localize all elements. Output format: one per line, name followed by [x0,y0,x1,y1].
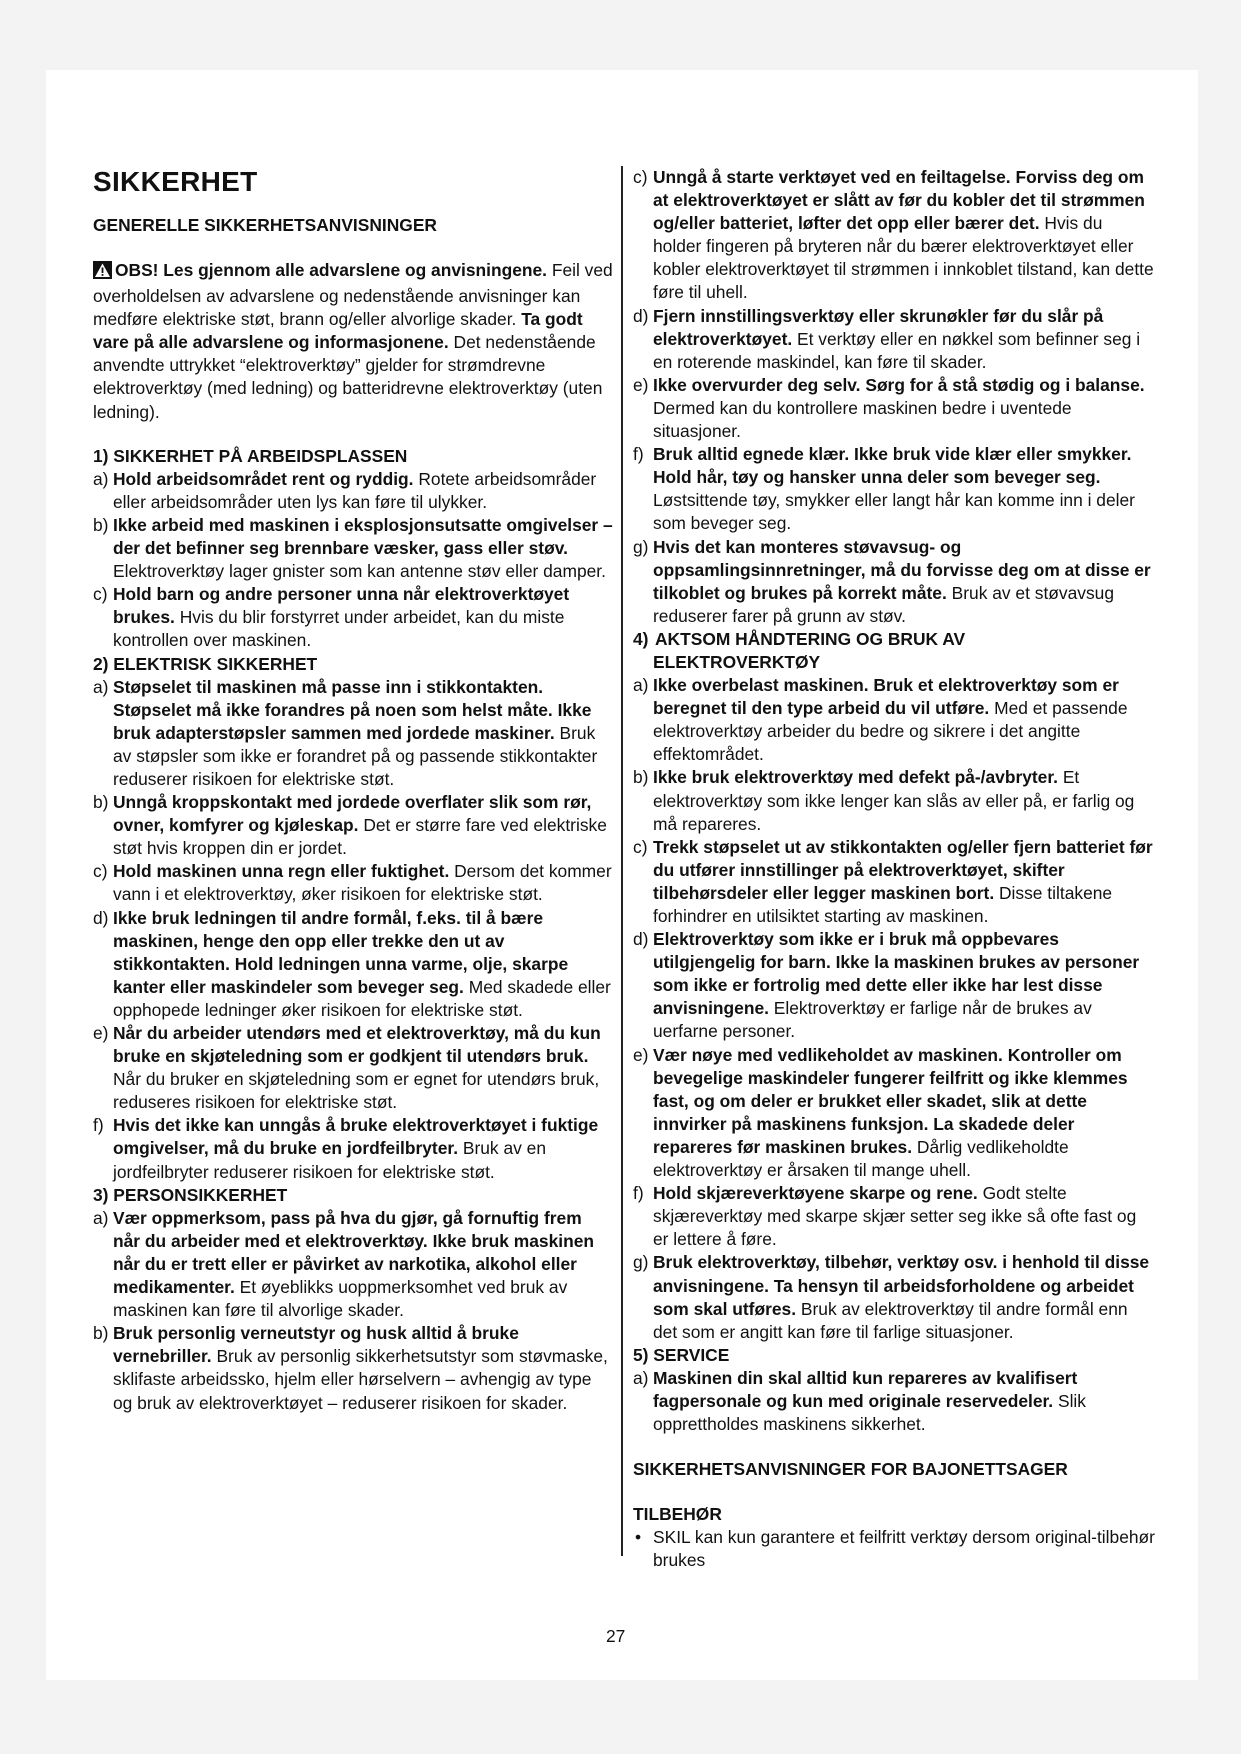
intro-text-2: Det nedenstående anvendte uttrykket “elektroverktøy” gjelder for strømdrevne elektroverktøy (med ledning) og batteridrevne elektroverktøy (uten ledning). [93,332,603,422]
accessory-text: SKIL kan kun garantere et feilfritt verktøy dersom original-tilbehør brukes [653,1527,1155,1571]
item-label: d) [633,929,649,950]
item-text: Rotete arbeidsområder eller arbeidsområder uten lys kan føre til ulykker. [113,468,597,512]
item-text: Hvis du holder fingeren på bryteren når du bærer elektroverktøyet eller kobler elektroverktøyet til strømmen i innkoblet tilstand, kan dette føre til uhell. [653,213,1154,303]
intro-bold-2: Ta godt vare på alle advarslene og informasjonene. [93,309,583,353]
item-bold: Bruk personlig verneutstyr og husk alltid å bruke vernebriller. [113,1323,519,1367]
list-item [633,1251,1155,1343]
item-label: d) [93,907,109,928]
list-item [633,305,1155,374]
item-text: Slik opprettholdes maskinens sikkerhet. [653,1390,1086,1435]
section-title-line1: AKTSOM HÅNDTERING OG BRUK AV [655,628,966,649]
list-item [93,676,613,791]
item-bold: Maskinen din skal alltid kun repareres av kvalifisert fagpersonale og kun med originale reservedeler. [653,1367,1078,1411]
section-title-line2: ELEKTROVERKTØY [653,651,821,672]
item-label: a) [633,1367,649,1388]
item-label: b) [93,1323,109,1344]
item-label: a) [633,675,649,696]
bullet-icon: • [635,1527,642,1548]
item-bold: Hold arbeidsområdet rent og ryddig. [113,468,414,489]
section-title-service: 5) SERVICE [633,1344,730,1365]
list-item [93,1022,613,1114]
item-label: g) [633,536,649,557]
general-safety-heading: GENERELLE SIKKERHETSANVISNINGER [93,215,437,235]
list-item [93,791,613,860]
list-item [633,166,1155,305]
item-text: Bruk av personlig sikkerhetsutstyr som støvmaske, sklifaste arbeidssko, hjelm eller hørselvern – avhengig av type og bruk av elektroverktøyet – reduserer risikoen for skader. [113,1346,608,1413]
item-bold: Ikke bruk elektroverktøy med defekt på-/avbryter. [653,767,1058,788]
item-label: e) [633,374,649,395]
item-text: Med et passende elektroverktøy arbeider du bedre og sikrere i det angitte effektområdet. [653,698,1128,765]
item-label: c) [633,836,648,857]
list-item [633,766,1155,835]
list-item [633,1367,1155,1436]
item-text: Løstsittende tøy, smykker eller langt hår kan komme inn i deler som beveger seg. [653,490,1135,534]
list-item [93,1207,613,1322]
list-item [93,860,613,906]
item-text: Hvis du blir forstyrret under arbeidet, kan du miste kontrollen over maskinen. [113,607,565,651]
list-item [633,1526,1155,1572]
list-item [633,443,1155,535]
item-text: Dårlig vedlikeholdte elektroverktøy er årsaken til mange uhell. [653,1136,1069,1181]
item-label: b) [93,514,109,535]
section-title-electrical: 2) ELEKTRISK SIKKERHET [93,653,318,674]
item-bold: Elektroverktøy som ikke er i bruk må oppbevares utilgjengelig for barn. Ikke la maskinen brukes av personer som ikke er fortrolig med dette eller ikke har lest disse anvisningene. [653,929,1140,1019]
item-text: Disse tiltakene forhindrer en utilsiktet starting av maskinen. [653,882,1113,926]
list-item [93,1322,613,1414]
item-label: d) [633,305,649,326]
item-bold: Hold skjæreverktøyene skarpe og rene. [653,1183,978,1204]
item-label: f) [93,1115,104,1136]
list-item [93,514,613,583]
page-number: 27 [606,1626,626,1646]
item-label: c) [633,167,648,187]
item-text: Elektroverktøy er farlige når de brukes av uerfarne personer. [653,998,1092,1042]
item-text: Når du bruker en skjøteledning som er egnet for utendørs bruk, reduseres risikoen for elektriske støt. [113,1069,600,1113]
item-text: Godt stelte skjæreverktøy med skarpe skjær setter seg ikke så ofte fast og er lettere å føre. [653,1183,1137,1250]
list-item [93,468,613,514]
item-bold: Støpselet til maskinen må passe inn i stikkontakten. Støpselet må ikke forandres på noen som helst måte. Ikke bruk adapterstøpsler sammen med jordede maskiner. [113,676,592,743]
item-text: Bruk av en jordfeilbryter reduserer risikoen for elektriske støt. [113,1138,546,1182]
item-bold: Vær nøye med vedlikeholdet av maskinen. Kontroller om bevegelige maskindeler fungerer feilfritt og ikke klemmes fast, og om deler er brukket eller skadet, slik at dette innvirker på maskinens funksjon. La skadede deler repareres før maskinen brukes. [653,1044,1128,1157]
item-text: Det er større fare ved elektriske støt hvis kroppen din er jordet. [113,815,607,859]
accessories-heading: TILBEHØR [633,1504,722,1525]
item-text: Bruk av elektroverktøy til andre formål enn det som er angitt kan føre til farlige situasjoner. [653,1298,1128,1342]
item-text: Et verktøy eller en nøkkel som befinner seg i en roterende maskindel, kan føre til skader. [653,328,1141,372]
list-item [93,583,613,652]
section-title-workplace: 1) SIKKERHET PÅ ARBEIDSPLASSEN [93,445,408,466]
item-text: Bruk av et støvavsug reduserer farer på grunn av støv. [653,582,1115,626]
item-bold: Trekk støpselet ut av stikkontakten og/eller fjern batteriet før du utfører innstillinger på elektroverktøyet, skifter tilbehørsdeler eller legger maskinen bort. [653,836,1153,903]
intro-bold-1: OBS! Les gjennom alle advarslene og anvisningene. [115,260,547,280]
list-item [93,907,613,1022]
item-label: a) [93,676,109,697]
item-bold: Ikke overvurder deg selv. Sørg for å stå stødig og i balanse. [653,374,1145,395]
item-label: e) [633,1044,649,1065]
item-label: g) [633,1252,649,1273]
item-text: Dermed kan du kontrollere maskinen bedre i uventede situasjoner. [653,397,1072,442]
item-label: c) [93,584,108,605]
left-column [93,166,613,1415]
section-number: 4) [633,628,649,649]
item-text: Et øyeblikks uoppmerksomhet ved bruk av maskinen kan føre til alvorlige skader. [113,1277,568,1321]
item-bold: Vær oppmerksom, pass på hva du gjør, gå fornuftig frem når du arbeider med et elektroverktøy. Ikke bruk maskinen når du er trett eller er påvirket av narkotika, alkohol eller medikamenter. [113,1207,595,1298]
section-title-tool-use [633,628,1155,674]
jigsaw-safety-heading: SIKKERHETSANVISNINGER FOR BAJONETTSAGER [633,1459,1068,1480]
column-divider [621,166,623,1556]
item-label: a) [93,468,109,489]
manual-page [46,70,1198,1680]
item-bold: Hold maskinen unna regn eller fuktighet. [113,861,450,882]
item-bold: Hold barn og andre personer unna når elektroverktøyet brukes. [113,584,570,628]
page-title: SIKKERHET [93,166,258,197]
item-bold: Bruk elektroverktøy, tilbehør, verktøy osv. i henhold til disse anvisningene. Ta hensyn til arbeidsforholdene og arbeidet som skal utføres. [653,1252,1150,1319]
list-item [633,836,1155,928]
item-label: a) [93,1207,109,1228]
item-text: Et elektroverktøy som ikke lenger kan slås av eller på, er farlig og må repareres. [653,767,1135,834]
list-item [633,374,1155,443]
item-label: b) [633,767,649,788]
list-item [633,1182,1155,1251]
item-label: e) [93,1023,109,1043]
item-bold: Hvis det kan monteres støvavsug- og oppsamlingsinnretninger, må du forvisse deg om at disse er tilkoblet og brukes på korrekt måte. [653,536,1151,603]
item-bold: Unngå kroppskontakt med jordede overflater slik som rør, ovner, komfyrer og kjøleskap. [113,792,592,836]
item-bold: Hvis det ikke kan unngås å bruke elektroverktøyet i fuktige omgivelser, må du bruke en jordfeilbryter. [113,1115,599,1159]
intro-paragraph [93,259,613,424]
item-label: c) [93,861,108,882]
item-text: Elektroverktøy lager gnister som kan antenne støv eller damper. [113,561,606,582]
item-bold: Når du arbeider utendørs med et elektroverktøy, må du kun bruke en skjøteledning som er godkjent til utendørs bruk. [113,1023,601,1067]
item-label: f) [633,1183,644,1204]
warning-triangle-icon [93,261,112,285]
list-item [633,674,1155,766]
item-bold: Ikke arbeid med maskinen i eksplosjonsutsatte omgivelser – der det befinner seg brennbare væsker, gass eller støv. [113,514,613,559]
list-item [93,1114,613,1183]
section-title-personal: 3) PERSONSIKKERHET [93,1184,288,1205]
item-bold: Ikke overbelast maskinen. Bruk et elektroverktøy som er beregnet til den type arbeid du vil utføre. [653,675,1119,719]
intro-text-1: Feil ved overholdelsen av advarslene og nedenstående anvisninger kan medføre elektriske støt, brann og/eller alvorlige skader. [93,260,613,330]
item-text: Med skadede eller opphopede ledninger øker risikoen for elektriske støt. [113,976,611,1020]
item-bold: Bruk alltid egnede klær. Ikke bruk vide klær eller smykker. Hold hår, tøy og hansker unna deler som beveger seg. [653,444,1132,488]
list-item [633,536,1155,628]
item-bold: Unngå å starte verktøyet ved en feiltagelse. Forviss deg om at elektroverktøyet er slått av før du kobler det til strømmen og/eller batteriet, løfter det opp eller bærer det. [653,167,1145,234]
list-item [633,928,1155,1043]
item-text: Bruk av støpsler som ikke er forandret på og passende stikkontakter reduserer risikoen for elektriske støt. [113,722,598,789]
item-bold: Ikke bruk ledningen til andre formål, f.eks. til å bære maskinen, henge den opp eller trekke den ut av stikkontakten. Hold ledningen unna varme, olje, skarpe kanter eller maskindeler som beveger seg. [113,907,569,997]
item-label: f) [633,444,644,465]
right-column [633,166,1155,1572]
item-label: b) [93,792,109,813]
list-item [633,1044,1155,1183]
item-text: Dersom det kommer vann i et elektroverktøy, øker risikoen for elektriske støt. [113,861,612,905]
item-bold: Fjern innstillingsverktøy eller skrunøkler før du slår på elektroverktøyet. [653,305,1104,349]
